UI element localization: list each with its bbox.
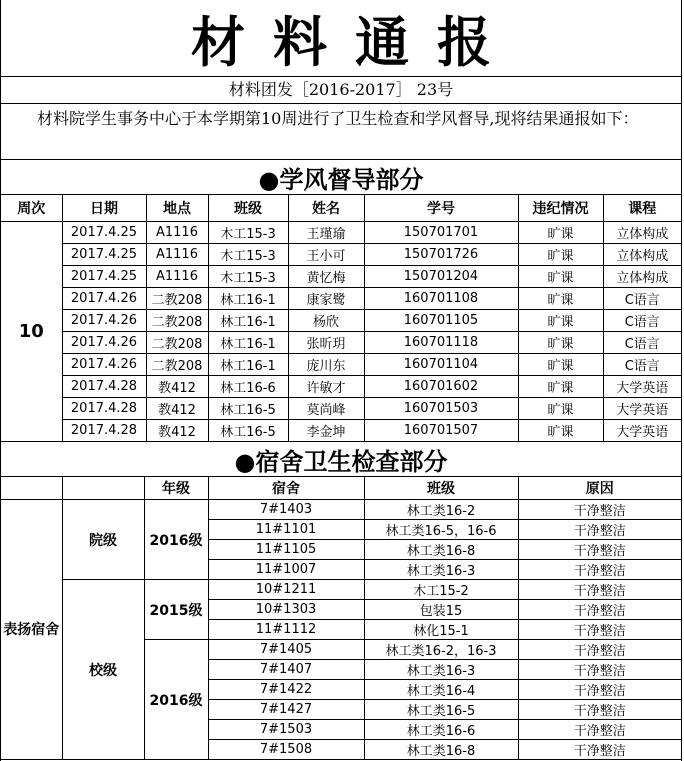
name-cell: 杨欣 xyxy=(288,310,364,332)
class-cell: 林工16-1 xyxy=(208,310,288,332)
reason-cell: 干净整洁 xyxy=(518,520,681,540)
course-cell: 大学英语 xyxy=(603,398,681,420)
reason-cell: 干净整洁 xyxy=(518,700,681,720)
name-cell: 黄忆梅 xyxy=(288,266,364,288)
header-dorm-class: 班级 xyxy=(364,477,518,500)
table-row xyxy=(1,310,681,332)
document-number: 材料团发［2016-2017］ 23号 xyxy=(1,77,681,104)
course-cell: 立体构成 xyxy=(603,222,681,244)
violation-cell: 旷课 xyxy=(518,222,603,244)
class-cell: 林工16-1 xyxy=(208,332,288,354)
name-cell: 张昕玥 xyxy=(288,332,364,354)
header-level xyxy=(62,477,144,500)
student-id-cell: 160701108 xyxy=(364,288,518,310)
dorm-class-cell: 林工类16-6 xyxy=(364,720,518,740)
dorm-cell: 10#1303 xyxy=(208,600,364,620)
header-name: 姓名 xyxy=(288,195,364,222)
dorm-cell: 11#1007 xyxy=(208,560,364,580)
dorm-class-cell: 木工15-2 xyxy=(364,580,518,600)
table-row xyxy=(1,332,681,354)
study-section-heading: ●学风督导部分 xyxy=(1,160,681,195)
class-cell: 林工16-5 xyxy=(208,420,288,442)
course-cell: C语言 xyxy=(603,288,681,310)
location-cell: 教412 xyxy=(146,376,208,398)
title-text: 材料通报 xyxy=(191,9,519,74)
header-violation: 违纪情况 xyxy=(518,195,603,222)
reason-cell: 干净整洁 xyxy=(518,620,681,640)
header-dorm: 宿舍 xyxy=(208,477,364,500)
student-id-cell: 160701602 xyxy=(364,376,518,398)
dorm-class-cell: 林工类16-3 xyxy=(364,660,518,680)
dorm-cell: 10#1211 xyxy=(208,580,364,600)
name-cell: 王瑾瑜 xyxy=(288,222,364,244)
dorm-class-cell: 林工类16-8 xyxy=(364,740,518,760)
course-cell: 立体构成 xyxy=(603,244,681,266)
class-cell: 林工16-1 xyxy=(208,288,288,310)
dorm-class-cell: 林工类16-4 xyxy=(364,680,518,700)
class-cell: 木工15-3 xyxy=(208,266,288,288)
header-week: 周次 xyxy=(1,195,62,222)
table-row xyxy=(1,376,681,398)
course-cell: C语言 xyxy=(603,332,681,354)
name-cell: 康家鹭 xyxy=(288,288,364,310)
course-cell: 大学英语 xyxy=(603,420,681,442)
course-cell: 大学英语 xyxy=(603,376,681,398)
name-cell: 莫尚峰 xyxy=(288,398,364,420)
dorm-cell: 7#1407 xyxy=(208,660,364,680)
dorm-header-row xyxy=(1,477,681,500)
dorm-class-cell: 林工类16-8 xyxy=(364,540,518,560)
location-cell: 二教208 xyxy=(146,288,208,310)
dorm-class-cell: 林工类16-2，16-3 xyxy=(364,640,518,660)
student-id-cell: 160701118 xyxy=(364,332,518,354)
dorm-cell: 7#1422 xyxy=(208,680,364,700)
header-course: 课程 xyxy=(603,195,681,222)
name-cell: 许敏才 xyxy=(288,376,364,398)
date-cell: 2017.4.26 xyxy=(62,310,146,332)
date-cell: 2017.4.28 xyxy=(62,420,146,442)
dorm-class-cell: 林工类16-5，16-6 xyxy=(364,520,518,540)
header-student-id: 学号 xyxy=(364,195,518,222)
dorm-cell: 7#1403 xyxy=(208,500,364,520)
header-category xyxy=(1,477,62,500)
study-table xyxy=(1,195,681,442)
header-class: 班级 xyxy=(208,195,288,222)
dorm-class-cell: 林工类16-3 xyxy=(364,560,518,580)
table-row xyxy=(1,244,681,266)
dorm-cell: 11#1101 xyxy=(208,520,364,540)
table-row xyxy=(1,266,681,288)
dorm-cell: 7#1405 xyxy=(208,640,364,660)
violation-cell: 旷课 xyxy=(518,420,603,442)
study-header-row xyxy=(1,195,681,222)
class-cell: 木工15-3 xyxy=(208,244,288,266)
dorm-cell: 7#1427 xyxy=(208,700,364,720)
grade-cell: 2015级 xyxy=(144,580,208,640)
reason-cell: 干净整洁 xyxy=(518,600,681,620)
student-id-cell: 150701701 xyxy=(364,222,518,244)
location-cell: 二教208 xyxy=(146,310,208,332)
location-cell: 二教208 xyxy=(146,354,208,376)
name-cell: 李金坤 xyxy=(288,420,364,442)
category-cell: 表扬宿舍 xyxy=(1,500,62,760)
date-cell: 2017.4.25 xyxy=(62,244,146,266)
reason-cell: 干净整洁 xyxy=(518,680,681,700)
student-id-cell: 150701726 xyxy=(364,244,518,266)
class-cell: 林工16-1 xyxy=(208,354,288,376)
violation-cell: 旷课 xyxy=(518,266,603,288)
date-cell: 2017.4.26 xyxy=(62,288,146,310)
table-row xyxy=(1,500,681,520)
location-cell: 教412 xyxy=(146,398,208,420)
date-cell: 2017.4.26 xyxy=(62,332,146,354)
violation-cell: 旷课 xyxy=(518,288,603,310)
header-grade: 年级 xyxy=(144,477,208,500)
date-cell: 2017.4.28 xyxy=(62,398,146,420)
table-row xyxy=(1,354,681,376)
table-row xyxy=(1,398,681,420)
class-cell: 木工15-3 xyxy=(208,222,288,244)
week-cell: 10 xyxy=(1,222,62,442)
dorm-cell: 11#1105 xyxy=(208,540,364,560)
location-cell: 教412 xyxy=(146,420,208,442)
student-id-cell: 160701507 xyxy=(364,420,518,442)
name-cell: 王小可 xyxy=(288,244,364,266)
class-cell: 林工16-5 xyxy=(208,398,288,420)
dorm-class-cell: 包装15 xyxy=(364,600,518,620)
table-row xyxy=(1,288,681,310)
violation-cell: 旷课 xyxy=(518,332,603,354)
grade-cell: 2016级 xyxy=(144,640,208,760)
dorm-class-cell: 林工类16-5 xyxy=(364,700,518,720)
violation-cell: 旷课 xyxy=(518,244,603,266)
reason-cell: 干净整洁 xyxy=(518,540,681,560)
reason-cell: 干净整洁 xyxy=(518,640,681,660)
dorm-class-cell: 林工类16-2 xyxy=(364,500,518,520)
dorm-section-heading: ●宿舍卫生检查部分 xyxy=(1,442,681,477)
table-row xyxy=(1,420,681,442)
student-id-cell: 160701105 xyxy=(364,310,518,332)
document-title xyxy=(1,0,681,77)
location-cell: A1116 xyxy=(146,266,208,288)
grade-cell: 2016级 xyxy=(144,500,208,580)
dorm-table xyxy=(1,477,681,760)
date-cell: 2017.4.28 xyxy=(62,376,146,398)
level-cell: 校级 xyxy=(62,580,144,760)
violation-cell: 旷课 xyxy=(518,398,603,420)
reason-cell: 干净整洁 xyxy=(518,580,681,600)
date-cell: 2017.4.26 xyxy=(62,354,146,376)
header-location: 地点 xyxy=(146,195,208,222)
location-cell: 二教208 xyxy=(146,332,208,354)
level-cell: 院级 xyxy=(62,500,144,580)
table-row xyxy=(1,580,681,600)
violation-cell: 旷课 xyxy=(518,310,603,332)
student-id-cell: 160701503 xyxy=(364,398,518,420)
header-reason: 原因 xyxy=(518,477,681,500)
dorm-cell: 7#1503 xyxy=(208,720,364,740)
course-cell: 立体构成 xyxy=(603,266,681,288)
reason-cell: 干净整洁 xyxy=(518,740,681,760)
student-id-cell: 160701104 xyxy=(364,354,518,376)
reason-cell: 干净整洁 xyxy=(518,660,681,680)
course-cell: C语言 xyxy=(603,310,681,332)
reason-cell: 干净整洁 xyxy=(518,560,681,580)
date-cell: 2017.4.25 xyxy=(62,266,146,288)
intro-paragraph: 材料院学生事务中心于本学期第10周进行了卫生检查和学风督导,现将结果通报如下： xyxy=(1,104,681,160)
table-row xyxy=(1,222,681,244)
student-id-cell: 150701204 xyxy=(364,266,518,288)
location-cell: A1116 xyxy=(146,244,208,266)
dorm-class-cell: 林化15-1 xyxy=(364,620,518,640)
location-cell: A1116 xyxy=(146,222,208,244)
course-cell: C语言 xyxy=(603,354,681,376)
reason-cell: 干净整洁 xyxy=(518,720,681,740)
dorm-cell: 11#1112 xyxy=(208,620,364,640)
violation-cell: 旷课 xyxy=(518,354,603,376)
class-cell: 林工16-6 xyxy=(208,376,288,398)
date-cell: 2017.4.25 xyxy=(62,222,146,244)
violation-cell: 旷课 xyxy=(518,376,603,398)
dorm-cell: 7#1508 xyxy=(208,740,364,760)
reason-cell: 干净整洁 xyxy=(518,500,681,520)
header-date: 日期 xyxy=(62,195,146,222)
name-cell: 庞川东 xyxy=(288,354,364,376)
